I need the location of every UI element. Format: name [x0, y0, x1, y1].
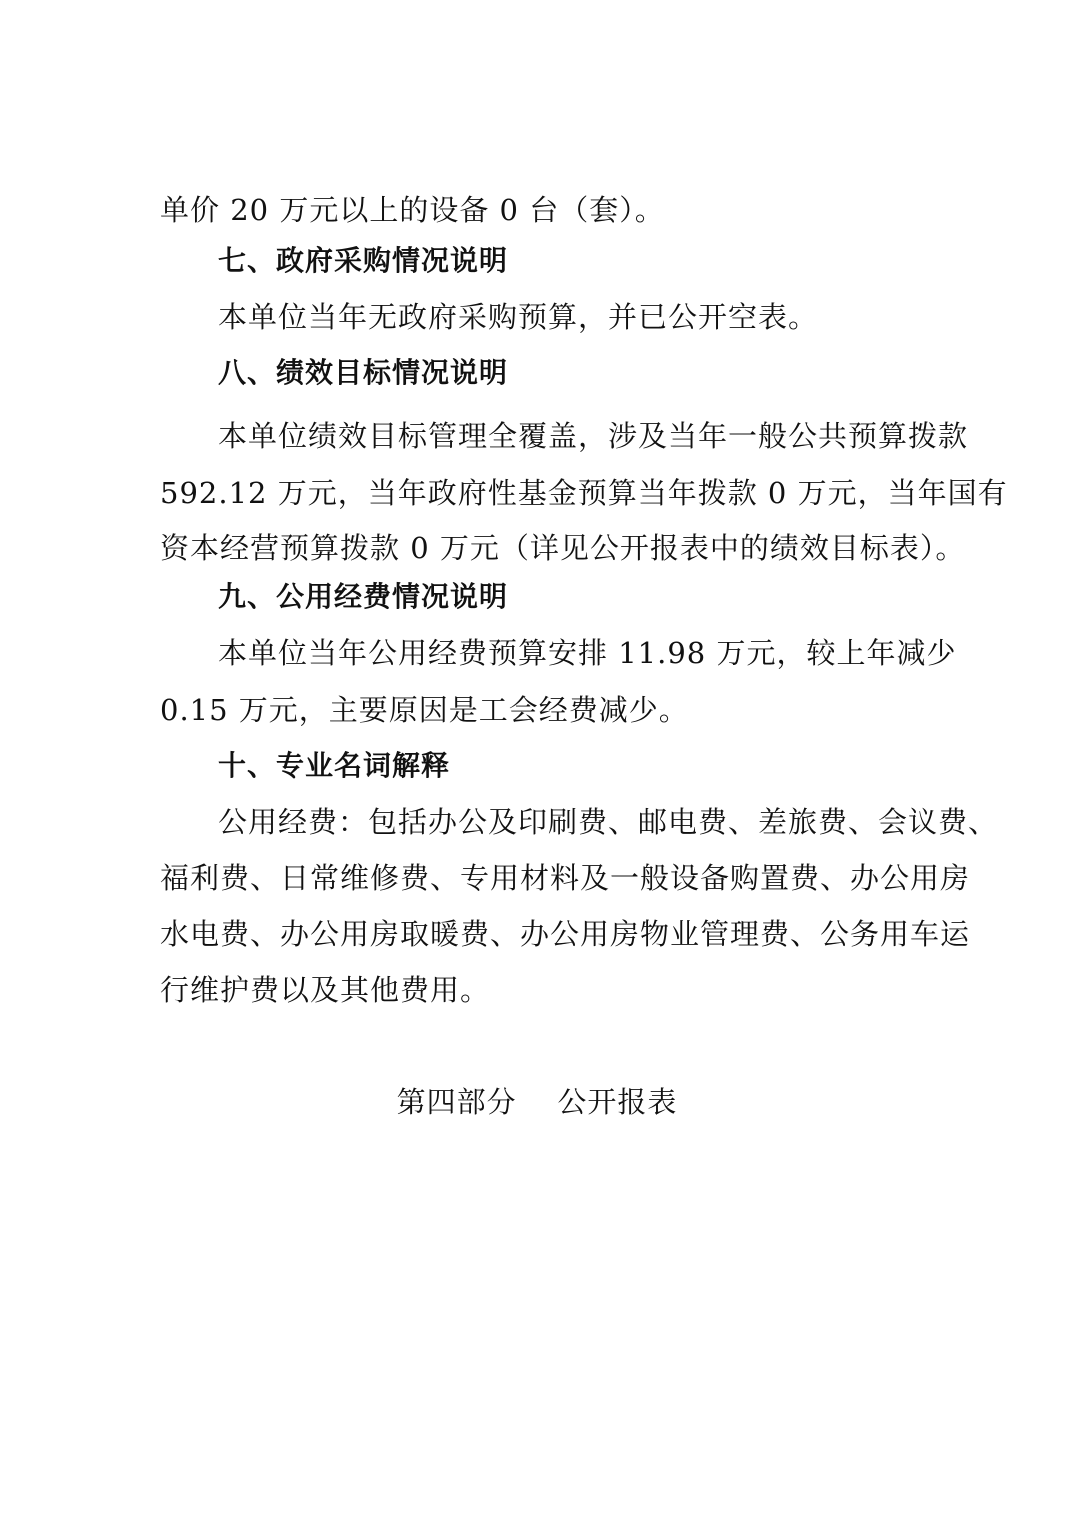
body-line-terms-4: 行维护费以及其他费用。	[160, 973, 491, 1007]
body-line-terms-3: 水电费、办公用房取暖费、办公用房物业管理费、公务用车运	[160, 917, 971, 951]
body-line-public-funds-2: 0.15 万元，主要原因是工会经费减少。	[160, 693, 689, 727]
body-line-procurement: 本单位当年无政府采购预算，并已公开空表。	[218, 300, 819, 334]
section-heading-10: 十、专业名词解释	[218, 749, 451, 782]
body-line-terms-2: 福利费、日常维修费、专用材料及一般设备购置费、办公用房	[160, 861, 971, 895]
body-line-equipment: 单价 20 万元以上的设备 0 台（套）。	[160, 193, 665, 227]
section-heading-8: 八、绩效目标情况说明	[218, 356, 509, 389]
body-line-terms-1: 公用经费：包括办公及印刷费、邮电费、差旅费、会议费、	[218, 805, 999, 839]
part-title: 第四部分 公开报表	[396, 1085, 678, 1119]
section-heading-7: 七、政府采购情况说明	[218, 244, 509, 277]
body-line-performance-1: 本单位绩效目标管理全覆盖，涉及当年一般公共预算拨款	[218, 419, 969, 453]
section-heading-9: 九、公用经费情况说明	[218, 580, 509, 613]
body-line-public-funds-1: 本单位当年公用经费预算安排 11.98 万元，较上年减少	[218, 636, 957, 670]
body-line-performance-3: 资本经营预算拨款 0 万元（详见公开报表中的绩效目标表）。	[160, 531, 966, 565]
body-line-performance-2: 592.12 万元，当年政府性基金预算当年拨款 0 万元，当年国有	[160, 476, 1008, 510]
